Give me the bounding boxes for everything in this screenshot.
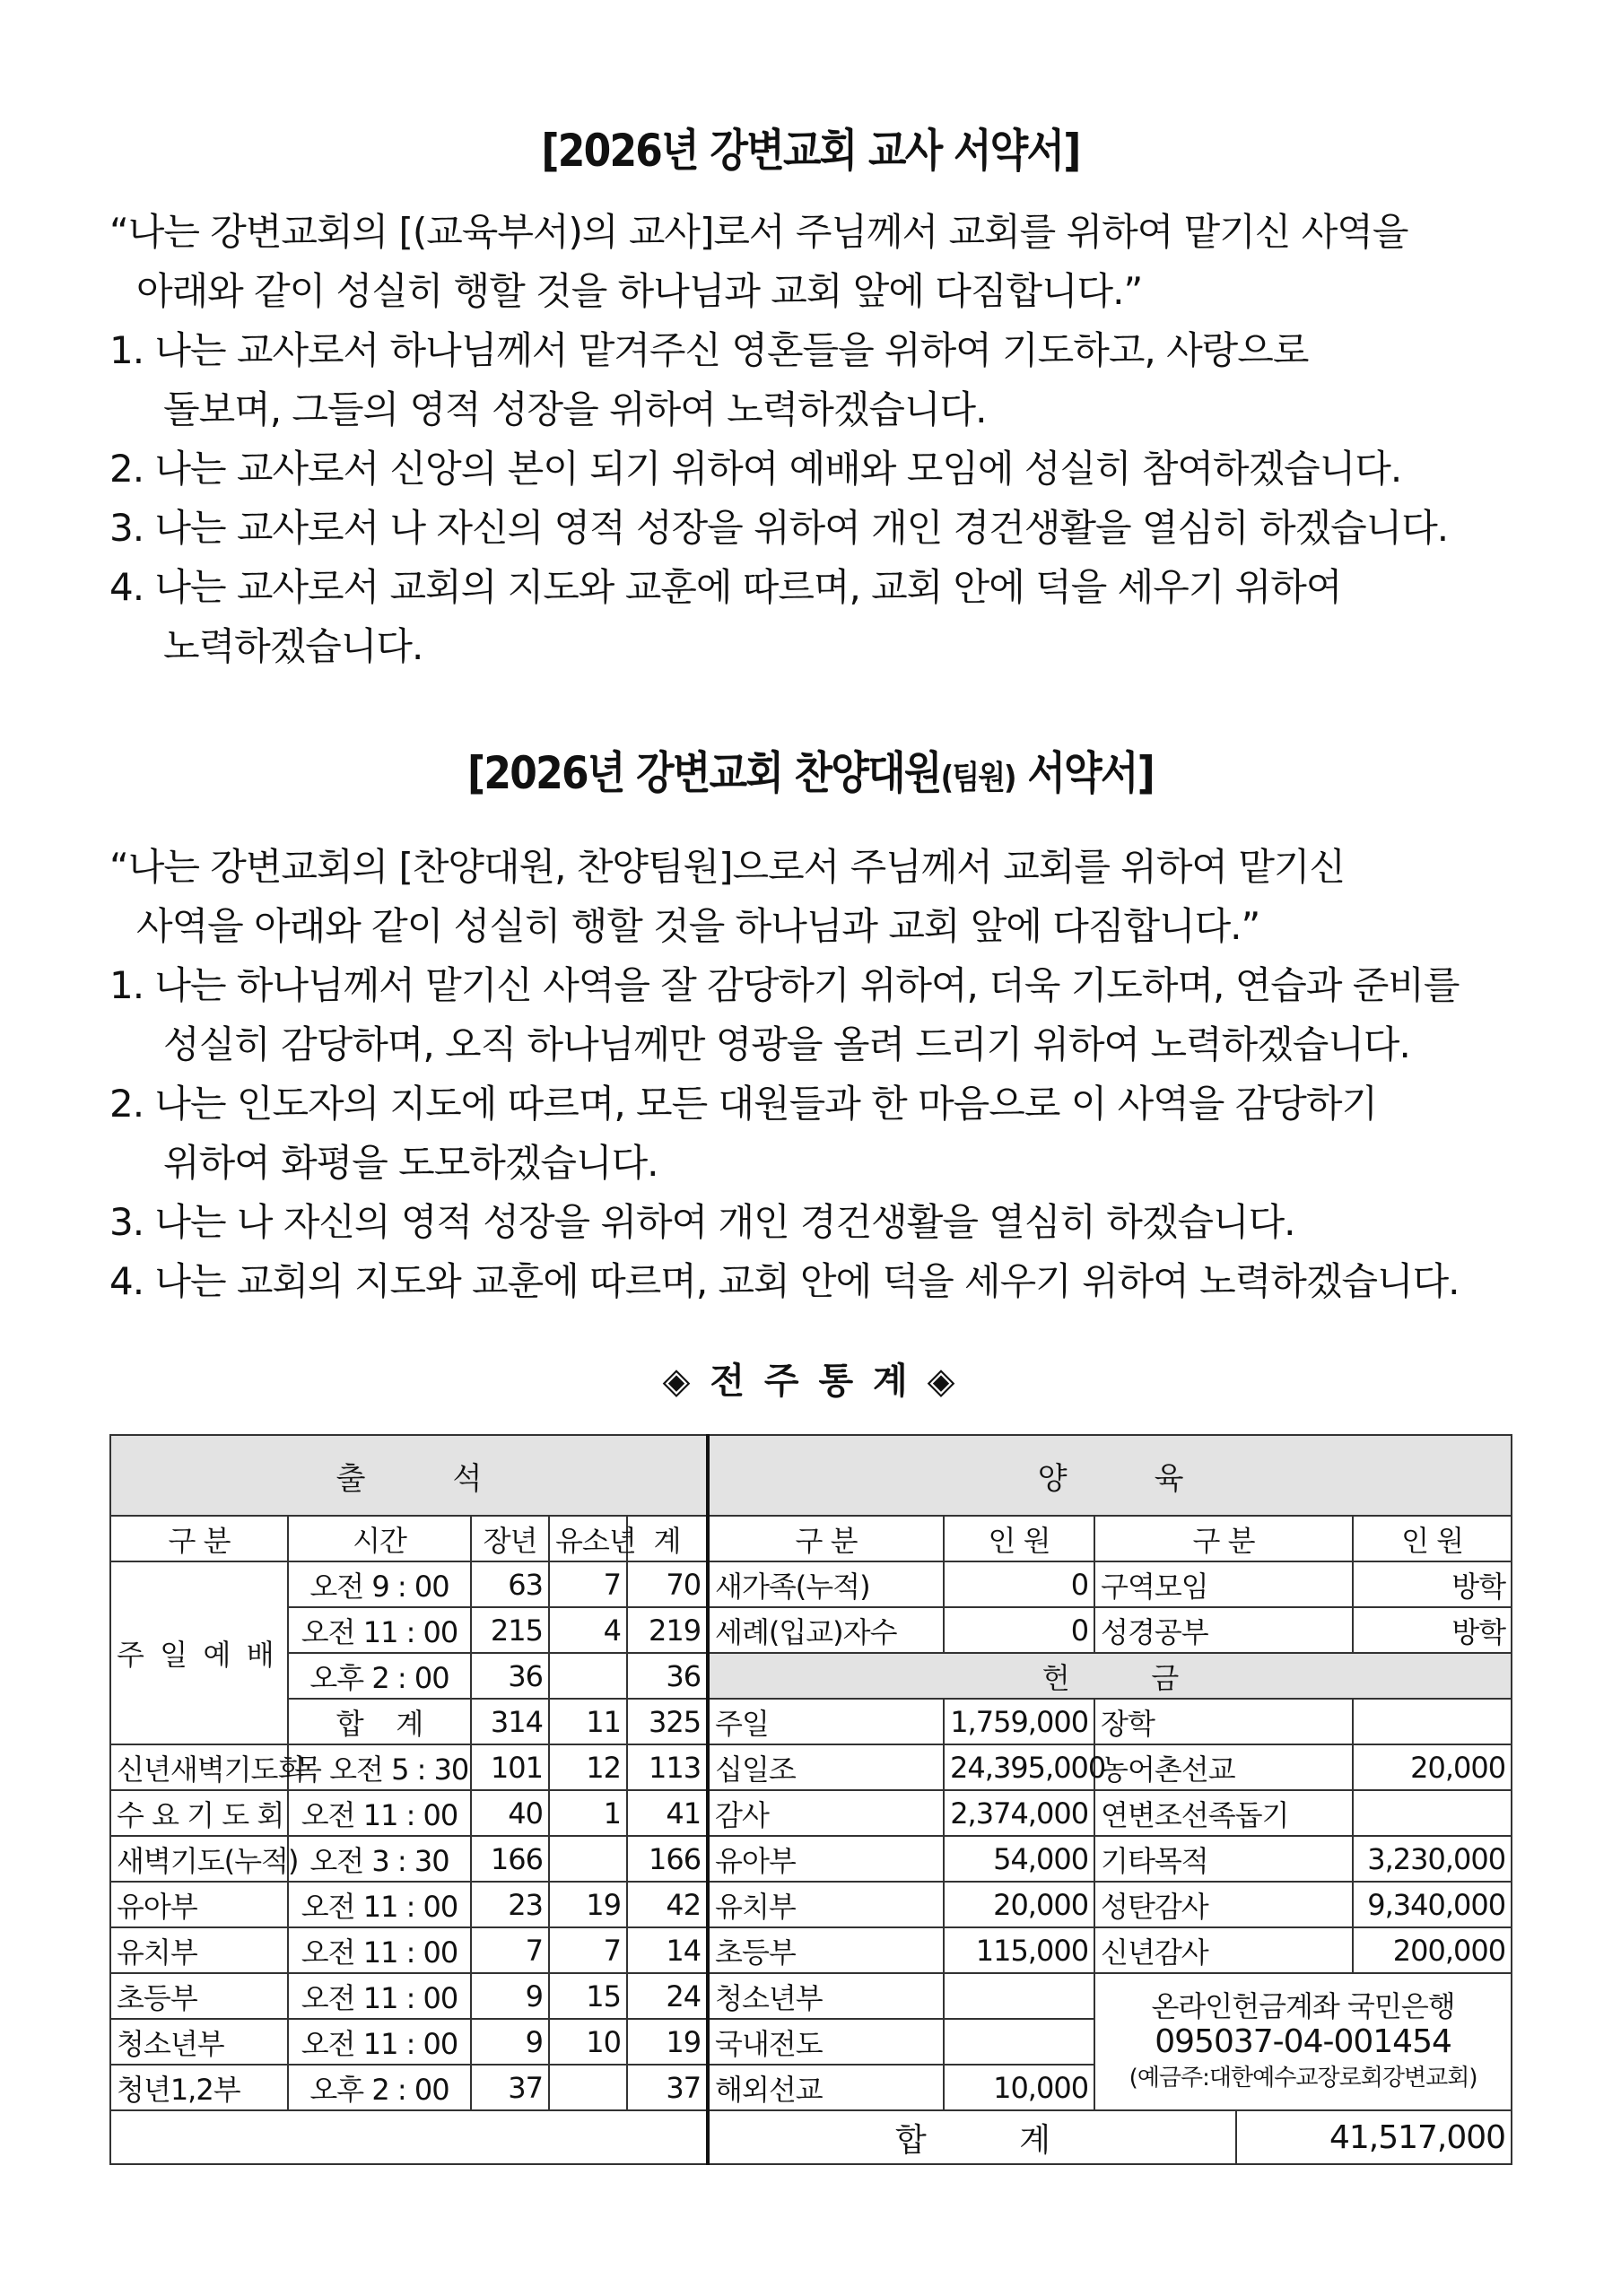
offering-value-2: 9,340,000 xyxy=(1353,1882,1512,1927)
table-row xyxy=(110,1561,1512,1607)
col-total: 계 xyxy=(627,1516,708,1561)
total-cell: 36 xyxy=(627,1653,708,1699)
youth-cell xyxy=(549,2065,627,2110)
offering-label-2: 기타목적 xyxy=(1094,1836,1353,1882)
column-header-row xyxy=(110,1516,1512,1561)
adult-cell: 37 xyxy=(471,2065,549,2110)
table-row xyxy=(110,1836,1512,1882)
sunday-service-label: 주 일 예 배 xyxy=(110,1561,288,1744)
offering-value: 1,759,000 xyxy=(944,1699,1094,1744)
choir-title-small: (팀원) xyxy=(940,760,1015,796)
time-cell: 오전 11 : 00 xyxy=(288,1607,471,1653)
category-cell: 청소년부 xyxy=(110,2019,288,2065)
offering-label-2: 농어촌선교 xyxy=(1094,1744,1353,1790)
pledge-item: 3. 나는 나 자신의 영적 성장을 위하여 개인 경건생활을 열심히 하겠습니다. xyxy=(109,1200,1295,1244)
offering-value: 10,000 xyxy=(944,2065,1094,2110)
pledge-line: 돌보며, 그들의 영적 성장을 위하여 노력하겠습니다. xyxy=(163,387,987,431)
offering-header: 헌 금 xyxy=(708,1653,1512,1699)
choir-pledge-body xyxy=(109,838,1518,1311)
table-row xyxy=(110,1653,1512,1699)
category-cell: 초등부 xyxy=(110,1973,288,2019)
total-cell: 219 xyxy=(627,1607,708,1653)
pledge-line: “나는 강변교회의 [(교육부서)의 교사]로서 주님께서 교회를 위하여 맡기신 사역을 xyxy=(109,210,1408,254)
col-adult: 장년 xyxy=(471,1516,549,1561)
offering-value-2 xyxy=(1353,1790,1512,1836)
youth-cell: 15 xyxy=(549,1973,627,2019)
table-row xyxy=(110,1882,1512,1927)
subtotal-label: 합 계 xyxy=(288,1699,471,1744)
pledge-line: 성실히 감당하며, 오직 하나님께만 영광을 올려 드리기 위하여 노력하겠습니다. xyxy=(163,1022,1410,1066)
choir-title-end: 서약서] xyxy=(1015,747,1154,799)
pledge-item: 2. 나는 교사로서 신앙의 본이 되기 위하여 예배와 모임에 성실히 참여하겠습니다. xyxy=(109,447,1402,491)
total-cell: 19 xyxy=(627,2019,708,2065)
adult-cell: 63 xyxy=(471,1561,549,1607)
time-cell: 오전 11 : 00 xyxy=(288,1973,471,2019)
youth-cell: 19 xyxy=(549,1882,627,1927)
offering-label-2: 신년감사 xyxy=(1094,1927,1353,1973)
offering-value-2 xyxy=(1353,1699,1512,1744)
offering-label-2: 성탄감사 xyxy=(1094,1882,1353,1927)
teacher-pledge-body xyxy=(109,203,1518,676)
account-holder: (예금주:대한예수교장로회강변교회) xyxy=(1129,2064,1477,2092)
offering-label: 청소년부 xyxy=(708,1973,944,2019)
col-youth: 유소년 xyxy=(549,1516,627,1561)
offering-label: 유치부 xyxy=(708,1882,944,1927)
time-cell: 오전 11 : 00 xyxy=(288,1790,471,1836)
adult-cell: 314 xyxy=(471,1699,549,1744)
table-row xyxy=(110,1744,1512,1790)
pledge-item: 4. 나는 교사로서 교회의 지도와 교훈에 따르며, 교회 안에 덕을 세우기 위하여 xyxy=(109,565,1342,609)
col-nurture-count-2: 인 원 xyxy=(1353,1516,1512,1561)
offering-value: 24,395,000 xyxy=(944,1744,1094,1790)
nurture-value-2: 방학 xyxy=(1353,1607,1512,1653)
adult-cell: 40 xyxy=(471,1790,549,1836)
adult-cell: 7 xyxy=(471,1927,549,1973)
col-time: 시간 xyxy=(288,1516,471,1561)
offering-value-2: 20,000 xyxy=(1353,1744,1512,1790)
youth-cell xyxy=(549,1836,627,1882)
pledge-item: 3. 나는 교사로서 나 자신의 영적 성장을 위하여 개인 경건생활을 열심히 하겠습니다. xyxy=(109,506,1449,550)
adult-cell: 166 xyxy=(471,1836,549,1882)
youth-cell: 12 xyxy=(549,1744,627,1790)
account-number: 095037-04-001454 xyxy=(1155,2022,1451,2060)
time-cell: 오전 11 : 00 xyxy=(288,1882,471,1927)
category-cell: 유치부 xyxy=(110,1927,288,1973)
adult-cell: 36 xyxy=(471,1653,549,1699)
total-cell: 14 xyxy=(627,1927,708,1973)
youth-cell xyxy=(549,1653,627,1699)
adult-cell: 9 xyxy=(471,2019,549,2065)
category-cell: 유아부 xyxy=(110,1882,288,1927)
col-category: 구 분 xyxy=(110,1516,288,1561)
weekly-stats-heading: ◈ 전 주 통 계 ◈ xyxy=(662,1361,959,1402)
section-header-row xyxy=(110,1435,1512,1516)
offering-value xyxy=(944,2019,1094,2065)
offering-label: 주일 xyxy=(708,1699,944,1744)
youth-cell: 4 xyxy=(549,1607,627,1653)
offering-value: 20,000 xyxy=(944,1882,1094,1927)
offering-value-2: 200,000 xyxy=(1353,1927,1512,1973)
table-row xyxy=(110,1790,1512,1836)
offering-label: 십일조 xyxy=(708,1744,944,1790)
total-cell: 166 xyxy=(627,1836,708,1882)
nurture-label-2: 구역모임 xyxy=(1094,1561,1353,1607)
choir-pledge-title xyxy=(97,737,1523,802)
pledge-line: 위하여 화평을 도모하겠습니다. xyxy=(163,1141,658,1185)
offering-total-row xyxy=(110,2110,1512,2164)
youth-cell: 11 xyxy=(549,1699,627,1744)
online-offering-account xyxy=(1094,1973,1512,2110)
adult-cell: 9 xyxy=(471,1973,549,2019)
col-nurture-category-2: 구 분 xyxy=(1094,1516,1353,1561)
time-cell: 오후 2 : 00 xyxy=(288,1653,471,1699)
category-cell: 수 요 기 도 회 xyxy=(110,1790,288,1836)
adult-cell: 215 xyxy=(471,1607,549,1653)
nurture-label: 세례(입교)자수 xyxy=(708,1607,944,1653)
total-cell: 113 xyxy=(627,1744,708,1790)
time-cell: 오후 2 : 00 xyxy=(288,2065,471,2110)
nurture-value: 0 xyxy=(944,1561,1094,1607)
youth-cell: 1 xyxy=(549,1790,627,1836)
pledge-item: 1. 나는 하나님께서 맡기신 사역을 잘 감당하기 위하여, 더욱 기도하며, 연습과 준비를 xyxy=(109,963,1460,1007)
offering-value: 2,374,000 xyxy=(944,1790,1094,1836)
weekly-stats-table xyxy=(109,1434,1512,2165)
offering-label-2: 장학 xyxy=(1094,1699,1353,1744)
adult-cell: 101 xyxy=(471,1744,549,1790)
offering-label: 감사 xyxy=(708,1790,944,1836)
table-row xyxy=(110,1607,1512,1653)
total-cell: 325 xyxy=(627,1699,708,1744)
total-cell: 70 xyxy=(627,1561,708,1607)
offering-value: 115,000 xyxy=(944,1927,1094,1973)
pledge-line: “나는 강변교회의 [찬양대원, 찬양팀원]으로서 주님께서 교회를 위하여 맡기신 xyxy=(109,845,1346,889)
youth-cell: 7 xyxy=(549,1561,627,1607)
offering-total-label: 합 계 xyxy=(708,2110,1236,2164)
offering-label: 초등부 xyxy=(708,1927,944,1973)
time-cell: 오전 3 : 30 xyxy=(288,1836,471,1882)
youth-cell: 10 xyxy=(549,2019,627,2065)
empty-cell xyxy=(110,2110,708,2164)
total-cell: 37 xyxy=(627,2065,708,2110)
teacher-pledge-title: [2026년 강변교회 교사 서약서] xyxy=(541,125,1080,177)
account-bank: 온라인헌금계좌 국민은행 xyxy=(1151,1988,1455,2023)
category-cell: 새벽기도(누적) xyxy=(110,1836,288,1882)
category-cell: 신년새벽기도회 xyxy=(110,1744,288,1790)
nurture-label-2: 성경공부 xyxy=(1094,1607,1353,1653)
attendance-header: 출 석 xyxy=(110,1435,708,1516)
nurture-value-2: 방학 xyxy=(1353,1561,1512,1607)
time-cell: 오전 11 : 00 xyxy=(288,1927,471,1973)
offering-value: 54,000 xyxy=(944,1836,1094,1882)
offering-label: 해외선교 xyxy=(708,2065,944,2110)
nurture-header: 양 육 xyxy=(708,1435,1512,1516)
pledge-line: 아래와 같이 성실히 행할 것을 하나님과 교회 앞에 다짐합니다.” xyxy=(136,269,1143,313)
pledge-item: 4. 나는 교회의 지도와 교훈에 따르며, 교회 안에 덕을 세우기 위하여 노력하겠습니다. xyxy=(109,1259,1460,1303)
choir-title-main: [2026년 강변교회 찬양대원 xyxy=(467,747,941,799)
offering-label-2: 연변조선족돕기 xyxy=(1094,1790,1353,1836)
time-cell: 오전 11 : 00 xyxy=(288,2019,471,2065)
col-nurture-category: 구 분 xyxy=(708,1516,944,1561)
pledge-item: 2. 나는 인도자의 지도에 따르며, 모든 대원들과 한 마음으로 이 사역을 감당하기 xyxy=(109,1082,1378,1126)
offering-value-2: 3,230,000 xyxy=(1353,1836,1512,1882)
total-cell: 42 xyxy=(627,1882,708,1927)
col-nurture-count: 인 원 xyxy=(944,1516,1094,1561)
offering-label: 유아부 xyxy=(708,1836,944,1882)
time-cell: 목 오전 5 : 30 xyxy=(288,1744,471,1790)
adult-cell: 23 xyxy=(471,1882,549,1927)
table-row xyxy=(110,1699,1512,1744)
table-row xyxy=(110,1973,1512,2019)
time-cell: 오전 9 : 00 xyxy=(288,1561,471,1607)
youth-cell: 7 xyxy=(549,1927,627,1973)
nurture-label: 새가족(누적) xyxy=(708,1561,944,1607)
table-row xyxy=(110,1927,1512,1973)
total-cell: 24 xyxy=(627,1973,708,2019)
offering-total-value: 41,517,000 xyxy=(1236,2110,1512,2164)
offering-label: 국내전도 xyxy=(708,2019,944,2065)
pledge-item: 1. 나는 교사로서 하나님께서 맡겨주신 영혼들을 위하여 기도하고, 사랑으로 xyxy=(109,328,1309,372)
pledge-line: 노력하겠습니다. xyxy=(163,624,423,668)
total-cell: 41 xyxy=(627,1790,708,1836)
offering-value xyxy=(944,1973,1094,2019)
pledge-line: 사역을 아래와 같이 성실히 행할 것을 하나님과 교회 앞에 다짐합니다.” xyxy=(136,904,1260,948)
nurture-value: 0 xyxy=(944,1607,1094,1653)
category-cell: 청년1,2부 xyxy=(110,2065,288,2110)
